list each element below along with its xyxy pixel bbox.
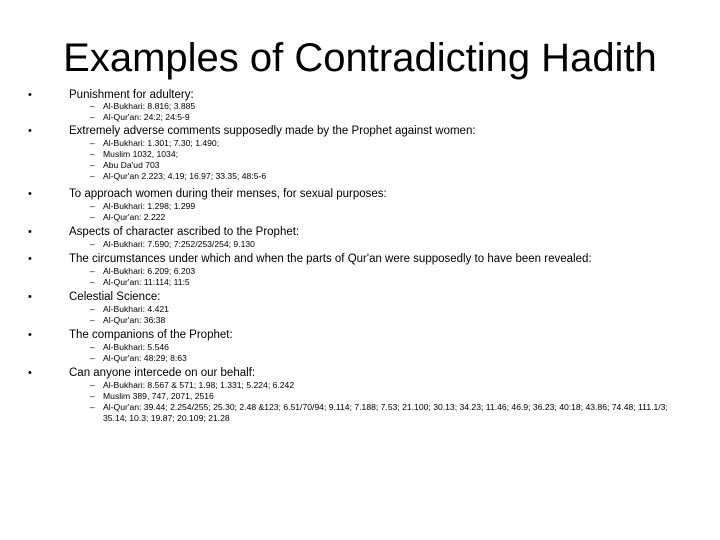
reference-text: Abu Da'ud 703 xyxy=(103,160,160,170)
reference-text: Al-Qur'an: 48:29; 8:63 xyxy=(103,353,187,363)
reference-text: Al-Qur'an: 36:38 xyxy=(103,315,166,325)
reference-text: Al-Bukhari: 6.209; 6.203 xyxy=(103,266,196,276)
reference-text: Al-Bukhari: 5.546 xyxy=(103,342,169,352)
dash-icon: – xyxy=(90,353,95,363)
bullet-icon: • xyxy=(28,226,32,238)
reference-text: Al-Qur'an 2.223; 4.19; 16.97; 33.35; 48:5-6 xyxy=(103,171,267,181)
dash-icon: – xyxy=(90,239,95,249)
reference-text: Al-Bukhari: 8.816; 3.885 xyxy=(103,101,196,111)
bullet-icon: • xyxy=(28,125,32,137)
dash-icon: – xyxy=(90,391,95,401)
bullet-icon: • xyxy=(28,291,32,303)
reference-text: Al-Bukhari: 1.301; 7.30; 1.490; xyxy=(103,138,220,148)
reference-text: Al-Bukhari: 8.567 & 571; 1.98; 1.331; 5.224; 6.242 xyxy=(103,380,295,390)
topic-heading: The companions of the Prophet: xyxy=(69,329,233,341)
dash-icon: – xyxy=(90,201,95,211)
reference-text: Al-Qur'an: 11:114; 11:5 xyxy=(103,277,190,287)
dash-icon: – xyxy=(90,160,95,170)
reference-text: Muslim 389, 747, 2071, 2516 xyxy=(103,391,214,401)
bullet-icon: • xyxy=(28,253,32,265)
dash-icon: – xyxy=(90,149,95,159)
topic-heading: To approach women during their menses, for sexual purposes: xyxy=(69,188,387,200)
dash-icon: – xyxy=(90,277,95,287)
bullet-icon: • xyxy=(28,329,32,341)
reference-text: Al-Bukhari: 1.298; 1.299 xyxy=(103,201,196,211)
reference-text: Muslim 1032, 1034; xyxy=(103,149,178,159)
slide-title: Examples of Contradicting Hadith xyxy=(63,36,657,80)
topic-heading: Extremely adverse comments supposedly made by the Prophet against women: xyxy=(69,125,476,137)
reference-text: Al-Bukhari: 4.421 xyxy=(103,304,169,314)
dash-icon: – xyxy=(90,138,95,148)
reference-text: Al-Bukhari: 7.590; 7:252/253/254; 9.130 xyxy=(103,239,255,249)
topic-heading: Can anyone intercede on our behalf: xyxy=(69,367,256,379)
dash-icon: – xyxy=(90,266,95,276)
dash-icon: – xyxy=(90,304,95,314)
dash-icon: – xyxy=(90,342,95,352)
topic-heading: Punishment for adultery: xyxy=(69,89,194,101)
topic-heading: Celestial Science: xyxy=(69,291,161,303)
dash-icon: – xyxy=(90,112,95,122)
bullet-icon: • xyxy=(28,188,32,200)
reference-text: Al-Qur'an: 24:2; 24:5-9 xyxy=(103,112,190,122)
topic-heading: The circumstances under which and when the parts of Qur'an were supposedly to have been revealed: xyxy=(69,253,592,265)
reference-text: Al-Qur'an: 2.222 xyxy=(103,212,166,222)
dash-icon: – xyxy=(90,171,95,181)
bullet-icon: • xyxy=(28,367,32,379)
dash-icon: – xyxy=(90,315,95,325)
reference-text: Al-Qur'an: 39.44; 2.254/255; 25.30; 2.48 &123; 6.51/70/94; 9.114; 7.188; 7.53; 21.100; 30.13; 34.23; 11.46; 46.9; 36.23; 40:18; 43.86; 74.48; 111.1/3; 35.14; 10.3; 19.87; 20.109; 21.28 xyxy=(103,402,668,423)
dash-icon: – xyxy=(90,380,95,390)
dash-icon: – xyxy=(90,212,95,222)
dash-icon: – xyxy=(90,402,95,412)
bullet-icon: • xyxy=(28,89,32,101)
topic-heading: Aspects of character ascribed to the Prophet: xyxy=(69,226,300,238)
dash-icon: – xyxy=(90,101,95,111)
